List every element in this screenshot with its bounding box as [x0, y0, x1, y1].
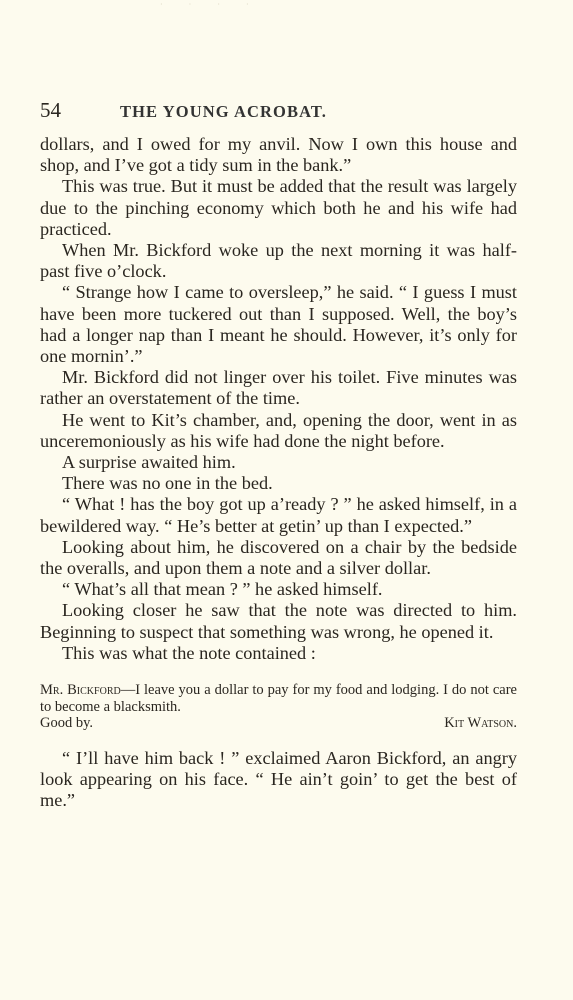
running-head [40, 98, 517, 128]
page-number: 54 [40, 98, 61, 122]
paragraph: Mr. Bickford did not linger over his toilet. Five minutes was rather an overstatement of the time. [40, 367, 517, 409]
paragraph: “ What’s all that mean ? ” he asked himself. [62, 579, 383, 600]
closing-text [40, 748, 517, 812]
note-last-line [40, 715, 517, 732]
body-text [40, 134, 517, 664]
note-body: —I leave you a dollar to pay for my food and lodging. I do not care to become a blacksmith. [40, 682, 517, 715]
book-page [40, 98, 517, 811]
paragraph: Looking about him, he discovered on a chair by the bedside the overalls, and upon them a note and a silver dollar. [40, 536, 517, 579]
paragraph: “ What ! has the boy got up a’ready ? ” he asked himself, in a bewildered way. “ He’s better at getin’ up than I expected.” [40, 494, 517, 536]
paragraph: “ I’ll have him back ! ” exclaimed Aaron Bickford, an angry look appearing on his face. “ He ain’t goin’ to get the best of me.” [40, 747, 517, 810]
paragraph: When Mr. Bickford woke up the next morning it was half-past five o’clock. [40, 240, 517, 282]
paragraph: dollars, and I owed for my anvil. Now I own this house and shop, and I’ve got a tidy sum in the bank.” [40, 134, 517, 176]
note-closing: Good by. [40, 715, 94, 732]
letter-note [40, 682, 517, 732]
paragraph: He went to Kit’s chamber, and, opening the door, went in as unceremoniously as his wife had done the night before. [40, 409, 517, 451]
note-signature: Kit Watson. [444, 715, 517, 732]
paper-specks: · · · · [160, 0, 261, 9]
paragraph: “ Strange how I came to oversleep,” he said. “ I guess I must have been more tuckered out than I supposed. Well, the boy’s had a longer nap than I meant he should. However, it’s only for one mornin’.” [40, 282, 517, 367]
paragraph: This was true. But it must be added that the result was largely due to the pinching economy which both he and his wife had practiced. [40, 176, 517, 239]
paragraph: There was no one in the bed. [62, 473, 273, 494]
running-title: THE YOUNG ACROBAT. [120, 102, 327, 121]
paragraph: This was what the note contained : [62, 642, 316, 663]
paragraph: Looking closer he saw that the note was directed to him. Beginning to suspect that something was wrong, he opened it. [40, 600, 517, 642]
paragraph: A surprise awaited him. [62, 452, 236, 473]
note-salutation: Mr. Bickford [40, 682, 121, 699]
